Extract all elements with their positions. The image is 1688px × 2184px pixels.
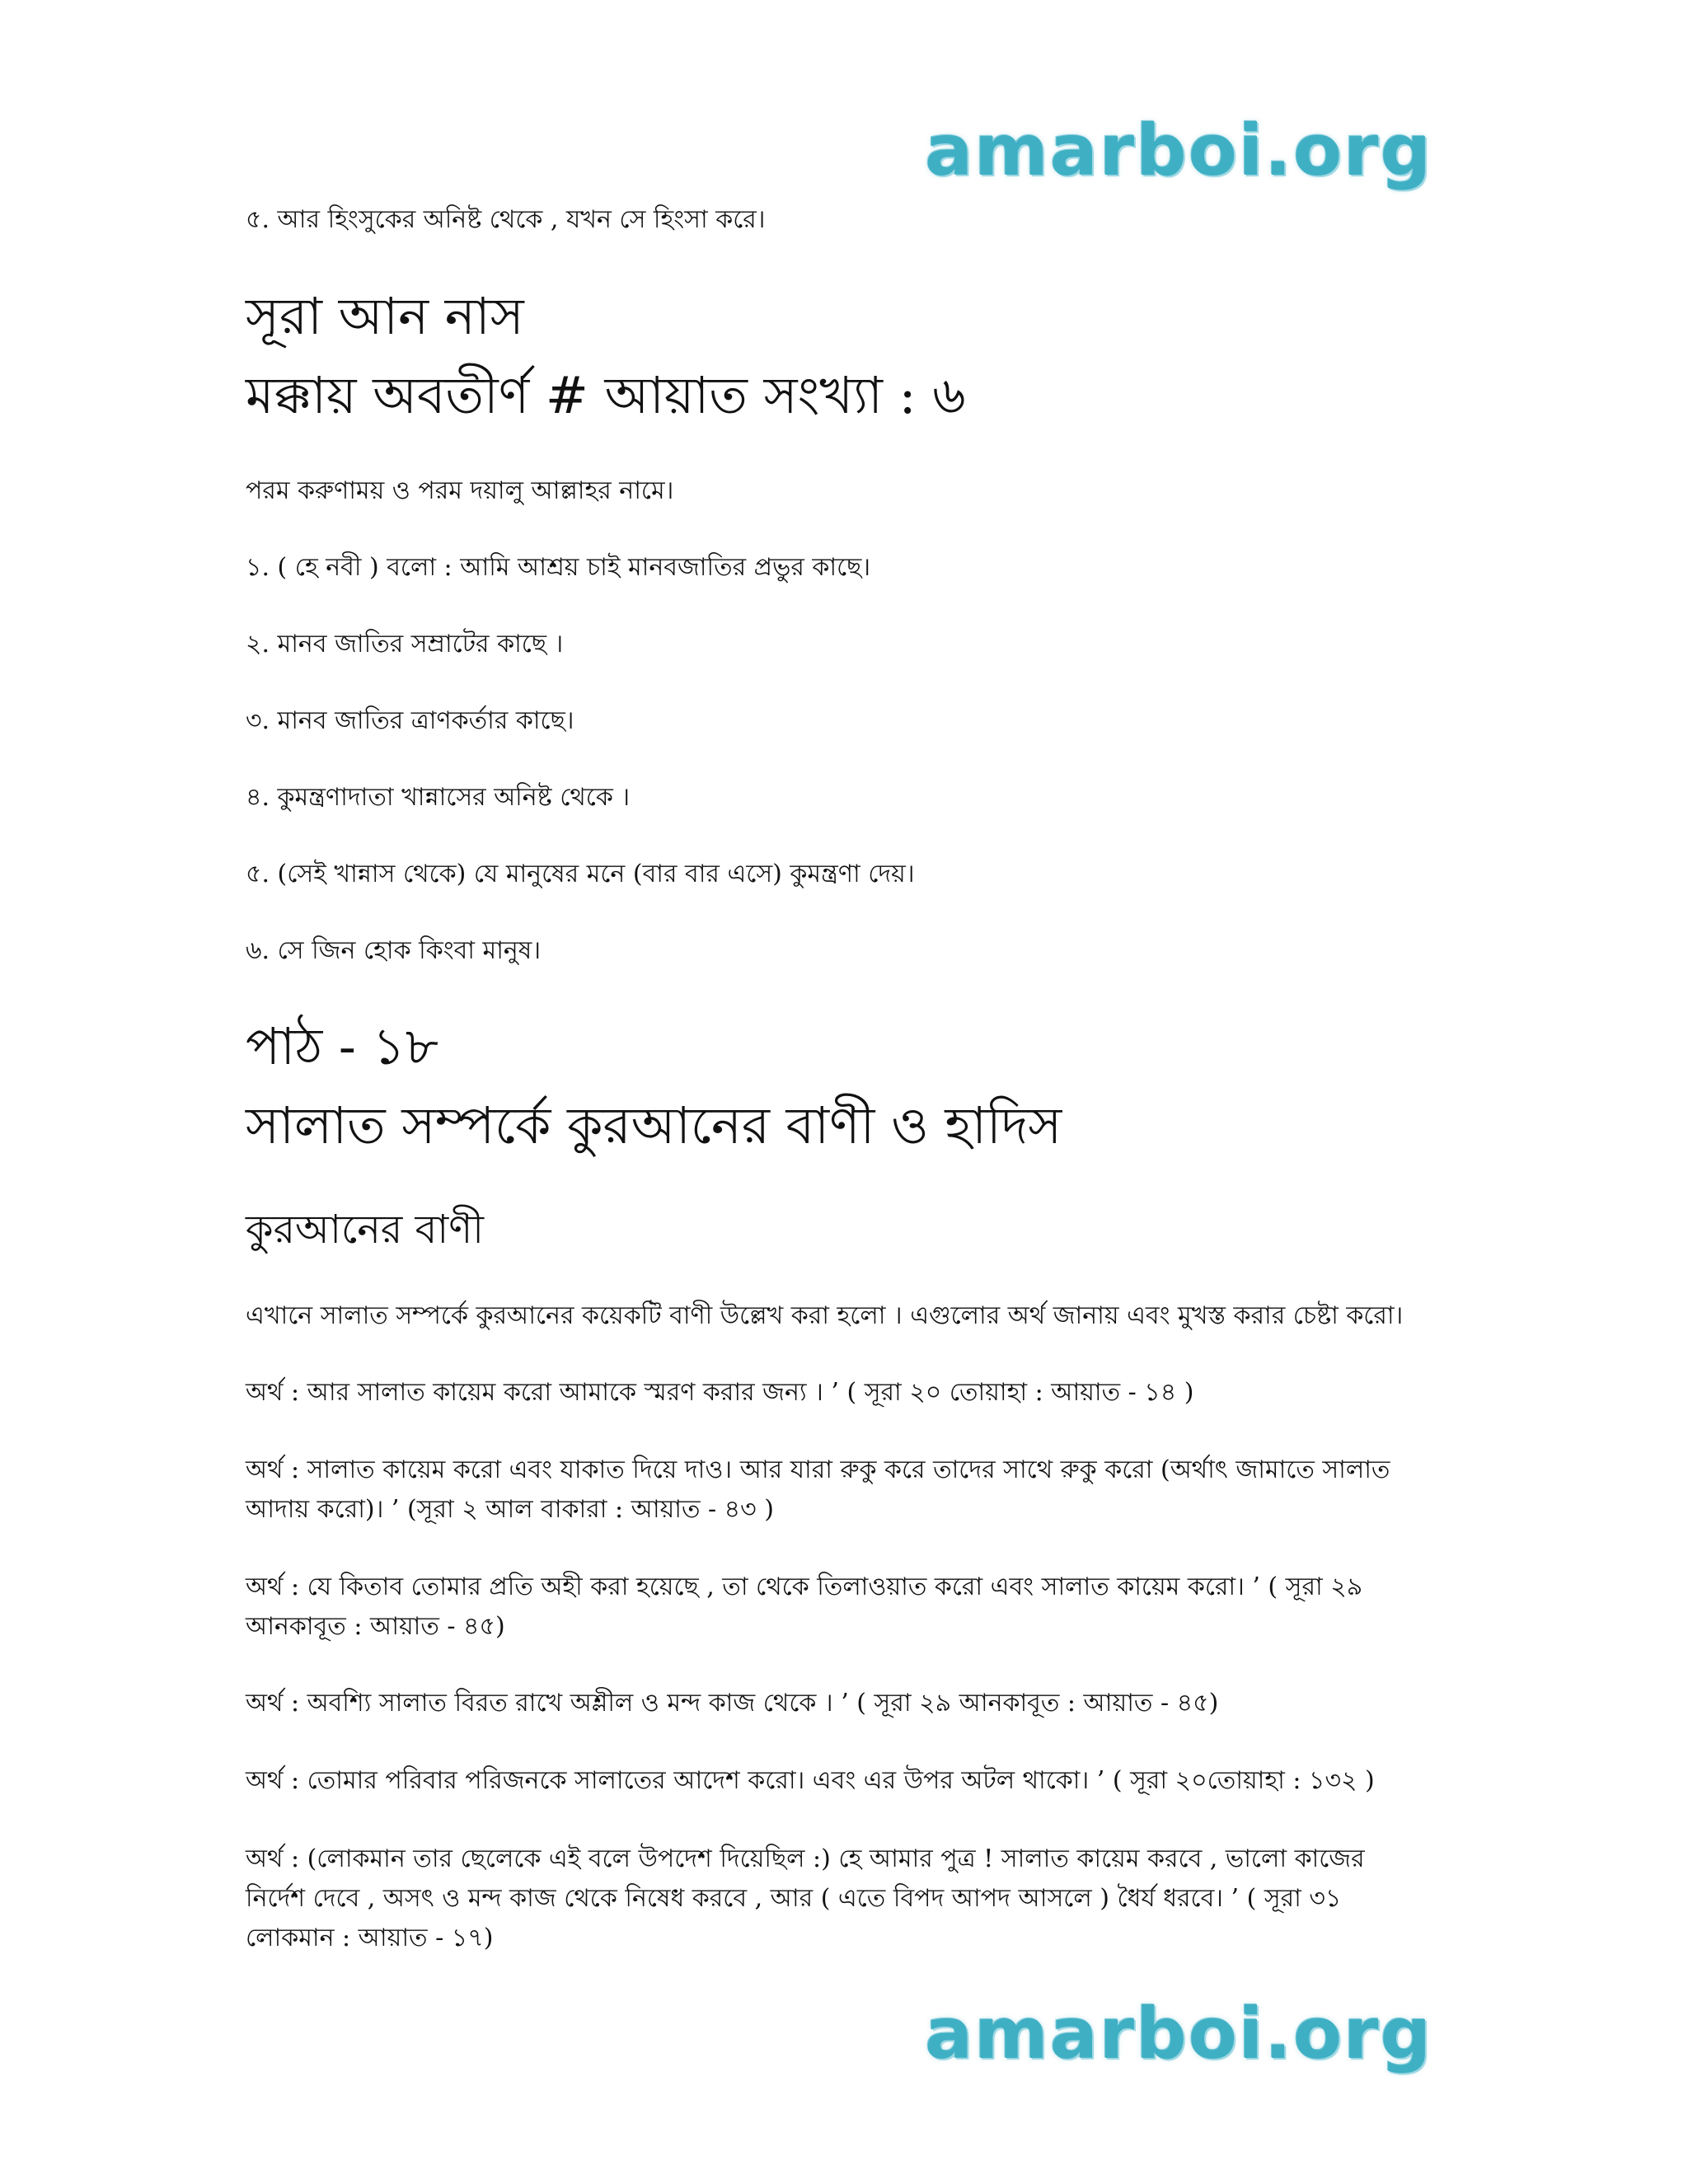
quran-quote	[246, 1761, 1375, 1801]
quran-quote	[246, 1451, 1390, 1530]
quote-line: লোকমান : আয়াত - ১৭)	[246, 1924, 494, 1952]
quote-line: অর্থ : আর সালাত কায়েম করো আমাকে স্মরণ করার জন্য । ’ ( সূরা ২০ তোয়াহা : আয়াত - ১৪ )	[246, 1378, 1194, 1407]
surah-verse: ৫. (সেই খান্নাস থেকে) যে মানুষের মনে (বার বার এসে) কুমন্ত্রণা দেয়।	[246, 860, 915, 888]
lesson-title: সালাত সম্পর্কে কুরআনের বাণী ও হাদিস	[246, 1095, 1062, 1155]
quote-line: অর্থ : তোমার পরিবার পরিজনকে সালাতের আদেশ করো। এবং এর উপর অটল থাকো। ’ ( সূরা ২০তোয়াহা : ১৩২ )	[246, 1766, 1375, 1795]
section-heading: কুরআনের বাণী	[246, 1207, 484, 1253]
intro-verse: ৫. আর হিংসুকের অনিষ্ট থেকে , যখন সে হিংসা করে।	[246, 205, 766, 234]
quote-line: নির্দেশ দেবে , অসৎ ও মন্দ কাজ থেকে নিষেধ করবে , আর ( এতে বিপদ আপদ আসলে ) ধৈর্য ধরবে। ’ ( সূরা ৩১	[246, 1884, 1342, 1913]
quote-line: অর্থ : অবশ্যি সালাত বিরত রাখে অশ্লীল ও মন্দ কাজ থেকে । ’ ( সূরা ২৯ আনকাবূত : আয়াত - ৪৫)	[246, 1689, 1219, 1718]
bismillah: পরম করুণাময় ও পরম দয়ালু আল্লাহর নামে।	[246, 476, 674, 505]
lesson-intro: এখানে সালাত সম্পর্কে কুরআনের কয়েকটি বাণী উল্লেখ করা হলো । এগুলোর অর্থ জানায় এবং মুখস্ত করার চেষ্টা করো।	[246, 1301, 1404, 1330]
quote-line: অর্থ : (লোকমান তার ছেলেকে এই বলে উপদেশ দিয়েছিল :) হে আমার পুত্র ! সালাত কায়েম করবে , ভালো কাজের	[246, 1844, 1365, 1873]
site-logo-top: amarboi.org	[925, 110, 1432, 192]
surah-verse: ১. ( হে নবী ) বলো : আমি আশ্রয় চাই মানবজাতির প্রভুর কাছে।	[246, 553, 871, 582]
surah-verse: ৬. সে জিন হোক কিংবা মানুষ।	[246, 936, 542, 965]
quote-line: অর্থ : যে কিতাব তোমার প্রতি অহী করা হয়েছে , তা থেকে তিলাওয়াত করো এবং সালাত কায়েম করো। ’ ( সূরা ২৯	[246, 1572, 1363, 1601]
lesson-number: পাঠ - ১৮	[246, 1016, 439, 1076]
quote-line: অর্থ : সালাত কায়েম করো এবং যাকাত দিয়ে দাও। আর যারা রুকু করে তাদের সাথে রুকু করো (অর্থাৎ জামাতে সালাত	[246, 1455, 1390, 1484]
quran-quote	[246, 1684, 1218, 1723]
surah-verse: ৪. কুমন্ত্রণাদাতা খান্নাসের অনিষ্ট থেকে ।	[246, 783, 631, 812]
surah-verse: ২. মানব জাতির সম্রাটের কাছে ।	[246, 630, 564, 658]
surah-verse: ৩. মানব জাতির ত্রাণকর্তার কাছে।	[246, 706, 574, 735]
quran-quote	[246, 1568, 1362, 1647]
surah-title: সূরা আন নাস	[246, 286, 524, 346]
quran-quote	[246, 1373, 1193, 1413]
site-logo-bottom: amarboi.org	[925, 1993, 1432, 2075]
surah-subtitle: মক্কায় অবতীর্ণ # আয়াত সংখ্যা : ৬	[246, 365, 966, 425]
quote-line: আদায় করো)। ’ (সূরা ২ আল বাকারা : আয়াত - ৪৩ )	[246, 1495, 774, 1524]
quran-quote	[246, 1840, 1365, 1958]
quote-line: আনকাবূত : আয়াত - ৪৫)	[246, 1612, 505, 1641]
